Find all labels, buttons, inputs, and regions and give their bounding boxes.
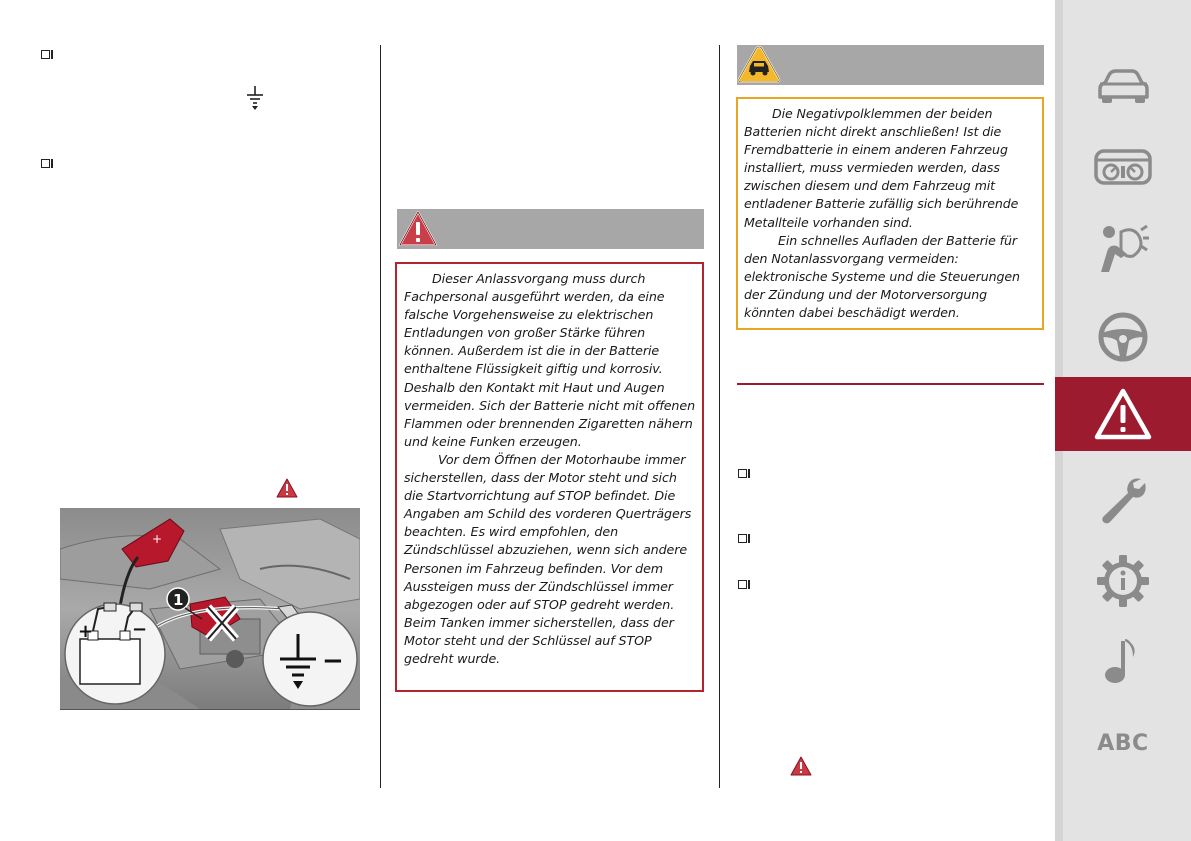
bullet-checkbox xyxy=(738,580,747,589)
sidebar-item-technical-data[interactable] xyxy=(1055,544,1191,618)
sidebar-item-instruments[interactable] xyxy=(1055,131,1191,205)
cap-plus-sign: + xyxy=(152,532,163,546)
bullet-checkbox xyxy=(738,534,747,543)
music-note-icon xyxy=(1103,635,1143,687)
warning-box-caution xyxy=(736,97,1044,330)
caution-text-paragraph: Ein schnelles Aufladen der Batterie für den Notanlassvorgang vermeiden: elektronische Systeme und die Steuerungen der Zündung und der Motorversorgung könnten dabei beschädigt werden. xyxy=(744,232,1020,321)
callout-number: 1 xyxy=(173,591,184,609)
sidebar-item-safety[interactable] xyxy=(1055,212,1191,286)
warning-text-paragraph: Dieser Anlassvorgang muss durch Fachpersonal ausgeführt werden, da eine falsche Vorgehensweise zu elektrischen Entladungen von großer Stärke führen können. Außerdem ist die in der Batterie enthaltene Flüssigkeit giftig und korrosiv. Deshalb den Kontakt mit Haut und Augen vermeiden. Sich der Batterie nicht mit offenen Flammen oder brennenden Zigaretten nähern und keine Funken erzeugen. xyxy=(404,271,696,449)
caution-header-bar xyxy=(737,45,1044,85)
battery-ground-figure xyxy=(60,508,360,710)
warning-triangle-icon xyxy=(790,756,812,776)
section-divider xyxy=(737,383,1044,385)
ground-symbol-icon xyxy=(246,86,264,110)
car-icon xyxy=(1094,67,1152,107)
sidebar-item-index[interactable] xyxy=(1055,706,1191,780)
bullet-checkbox xyxy=(41,159,50,168)
warning-icon xyxy=(1093,387,1153,441)
battery-minus-sign: − xyxy=(132,619,148,640)
column-divider xyxy=(380,45,381,788)
sidebar-item-maintenance[interactable] xyxy=(1055,464,1191,538)
caution-text-paragraph: Die Negativpolklemmen der beiden Batterien nicht direkt anschließen! Ist die Fremdbatterie in einem anderen Fahrzeug installiert, muss vermieden werden, dass zwischen diesem und dem Fahrzeug mit entladener Batterie zufällig sich berührende Metallteile vorhanden sind. xyxy=(744,106,1019,230)
warning-triangle-icon xyxy=(398,210,438,248)
warning-triangle-icon xyxy=(276,478,298,498)
dashboard-icon xyxy=(1093,148,1153,188)
warning-box-danger xyxy=(395,262,704,692)
sidebar-item-multimedia[interactable] xyxy=(1055,624,1191,698)
ground-minus-sign: − xyxy=(322,646,344,676)
airbag-icon xyxy=(1095,222,1151,276)
car-caution-icon xyxy=(737,45,781,85)
sidebar-item-emergency[interactable] xyxy=(1055,377,1191,451)
sidebar-item-vehicle[interactable] xyxy=(1055,50,1191,124)
abc-index-label: ABC xyxy=(1097,730,1149,756)
column-divider xyxy=(719,45,720,788)
steering-wheel-icon xyxy=(1097,311,1149,363)
bullet-checkbox xyxy=(738,469,747,478)
info-gear-icon xyxy=(1096,554,1150,608)
warning-header-bar xyxy=(397,209,704,249)
bullet-checkbox xyxy=(41,50,50,59)
warning-text-paragraph: Vor dem Öffnen der Motorhaube immer sicherstellen, dass der Motor steht und sich die Startvorrichtung auf STOP befindet. Die Angaben am Schild des vorderen Querträgers beachten. Es wird empfohlen, den Zündschlüssel abzuziehen, wenn sich andere Personen im Fahrzeug befinden. Vor dem Aussteigen muss der Zündschlüssel immer abgezogen oder auf STOP gedreht werden. Beim Tanken immer sicherstellen, dass der Motor steht und der Schlüssel auf STOP gedreht wurde. xyxy=(404,451,692,666)
wrench-icon xyxy=(1097,475,1149,527)
sidebar-item-driving[interactable] xyxy=(1055,300,1191,374)
battery-plus-sign: + xyxy=(78,621,94,642)
